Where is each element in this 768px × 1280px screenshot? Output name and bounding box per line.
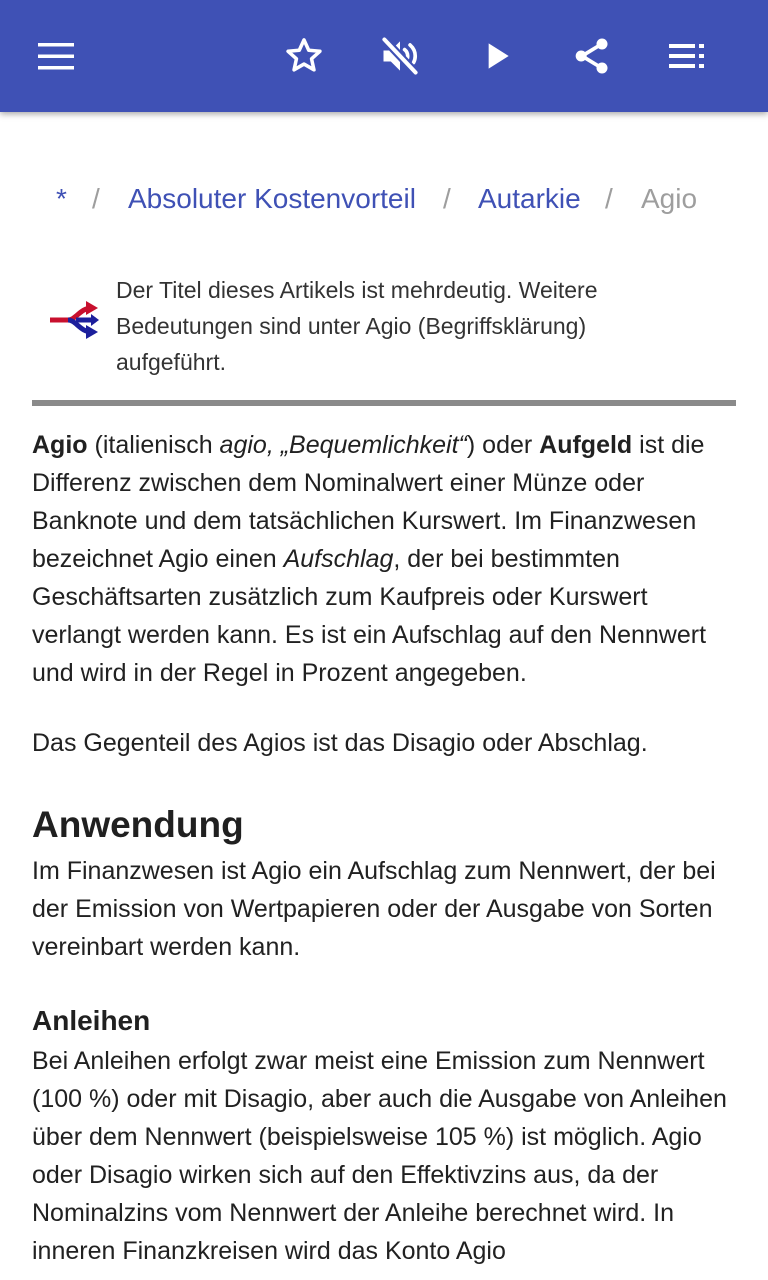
- volume-off-icon: [378, 34, 422, 78]
- term-origin: agio, „Bequemlichkeit“: [219, 431, 467, 459]
- breadcrumb-separator: /: [443, 183, 451, 214]
- breadcrumb-link-autarkie[interactable]: Autarkie: [478, 183, 581, 214]
- term-aufschlag: Aufschlag: [283, 545, 394, 573]
- intro-text: (italienisch: [87, 431, 220, 459]
- app-toolbar: [0, 0, 768, 112]
- hamburger-menu-icon: [36, 42, 76, 70]
- disambiguation-icon: [46, 300, 100, 340]
- breadcrumb-current: Agio: [641, 183, 698, 214]
- share-icon: [572, 36, 612, 76]
- breadcrumb-root-link[interactable]: *: [56, 183, 67, 214]
- intro-paragraph: [32, 426, 736, 692]
- section-heading-anwendung: Anwendung: [32, 804, 244, 845]
- play-button[interactable]: [470, 28, 526, 84]
- breadcrumb-separator: /: [605, 183, 613, 214]
- term-agio: Agio: [32, 431, 88, 459]
- intro-text: ist die Differenz zwischen dem Nominalwert einer Münze oder Banknote und dem tatsächlichen Kurswert. Im Finanzwesen bezeichnet Agio einen: [32, 431, 705, 573]
- disambiguation-hatnote: [32, 272, 736, 406]
- hatnote-text: Der Titel dieses Artikels ist mehrdeutig. Weitere Bedeutungen sind unter Agio (Begriffsklärung) aufgeführt.: [116, 277, 598, 375]
- subsection-heading-anleihen: Anleihen: [32, 1005, 151, 1036]
- intro-text: ) oder: [466, 431, 540, 459]
- star-outline-icon: [283, 35, 325, 77]
- share-button[interactable]: [564, 28, 620, 84]
- bookmark-button[interactable]: [276, 28, 332, 84]
- contents-list-icon: [668, 43, 708, 69]
- mute-button[interactable]: [372, 28, 428, 84]
- opposite-paragraph: Das Gegenteil des Agios ist das Disagio oder Abschlag.: [32, 729, 648, 757]
- subsection-paragraph: Bei Anleihen erfolgt zwar meist eine Emission zum Nennwert (100 %) oder mit Disagio, aber auch die Ausgabe von Anleihen über dem Nennwert (beispielsweise 105 %) ist möglich. Agio oder Disagio wirken sich auf den Effektivzins aus, da der Nominalzins vom Nennwert der Anleihe berechnet wird. In inneren Finanzkreisen wird das Konto Agio: [32, 1047, 727, 1265]
- intro-text: , der bei bestimmten Geschäftsarten zusätzlich zum Kaufpreis oder Kurswert verlangt werden kann. Es ist ein Aufschlag auf den Nennwert und wird in der Regel in Prozent angegeben.: [32, 545, 707, 687]
- term-aufgeld: Aufgeld: [539, 431, 633, 459]
- contents-button[interactable]: [660, 28, 716, 84]
- section-paragraph: Im Finanzwesen ist Agio ein Aufschlag zum Nennwert, der bei der Emission von Wertpapieren oder der Ausgabe von Sorten vereinbart werden kann.: [32, 857, 716, 961]
- menu-button[interactable]: [28, 28, 84, 84]
- breadcrumb-link-absoluter-kostenvorteil[interactable]: Absoluter Kostenvorteil: [128, 183, 416, 214]
- breadcrumb-separator: /: [92, 183, 100, 214]
- play-icon: [482, 40, 514, 72]
